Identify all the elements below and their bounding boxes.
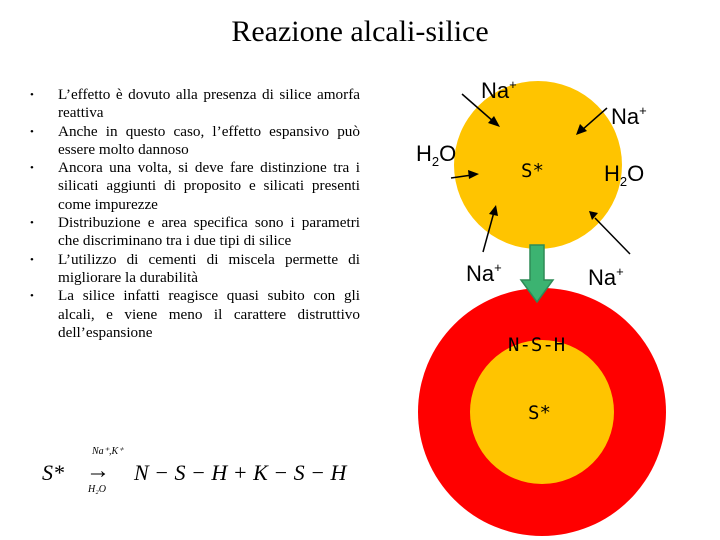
formula-reactant: S* bbox=[42, 460, 64, 485]
formula-arrow: → bbox=[86, 458, 110, 484]
label-h2o-left: $H_2O$ bbox=[416, 141, 457, 169]
label-s-star-bottom: S* bbox=[528, 402, 551, 424]
bullet-dot: • bbox=[30, 125, 34, 138]
slide-title: Reazione alcali-silice bbox=[231, 15, 489, 48]
bullet-text: L’utilizzo di cementi di miscela permette di migliorare la durabilità bbox=[58, 250, 360, 286]
bullet-dot: • bbox=[30, 217, 34, 230]
formula-reagents: Na⁺,K⁺ bbox=[92, 446, 124, 457]
label-na-mid-right: Na+ bbox=[588, 264, 624, 290]
label-na-right: Na+ bbox=[611, 103, 647, 129]
bullet-text: Ancora una volta, si deve fare distinzione tra i silicati aggiunti di proposito e silicati presenti come impurezze bbox=[58, 159, 360, 213]
arrow-na-midright-line bbox=[595, 218, 630, 254]
bullet-dot: • bbox=[30, 290, 34, 303]
bullet-text: Distribuzione e area specifica sono i parametri che discriminano tra i due tipi di silice bbox=[58, 214, 360, 250]
bullet-dot: • bbox=[30, 89, 34, 101]
label-na-top: Na+ bbox=[481, 77, 517, 103]
label-h2o-right: $H_2O$ bbox=[604, 161, 645, 189]
bullet-text: L’effetto è dovuto alla presenza di silice amorfa reattiva bbox=[58, 86, 360, 122]
bullet-dot: • bbox=[30, 162, 34, 175]
label-s-star-top: S* bbox=[521, 160, 544, 182]
label-na-mid-left: Na+ bbox=[466, 260, 502, 286]
bullet-text: Anche in questo caso, l’effetto espansivo può essere molto dannoso bbox=[58, 122, 360, 158]
formula-solvent: H₂O bbox=[88, 484, 106, 495]
formula-products: N − S − H + K − S − H bbox=[134, 460, 347, 485]
label-nsh: N-S-H bbox=[508, 334, 566, 356]
bullet-text: La silice infatti reagisce quasi subito con gli alcali, e viene meno il carattere distruttivo dell’espansione bbox=[58, 287, 360, 341]
bullet-dot: • bbox=[30, 253, 34, 266]
